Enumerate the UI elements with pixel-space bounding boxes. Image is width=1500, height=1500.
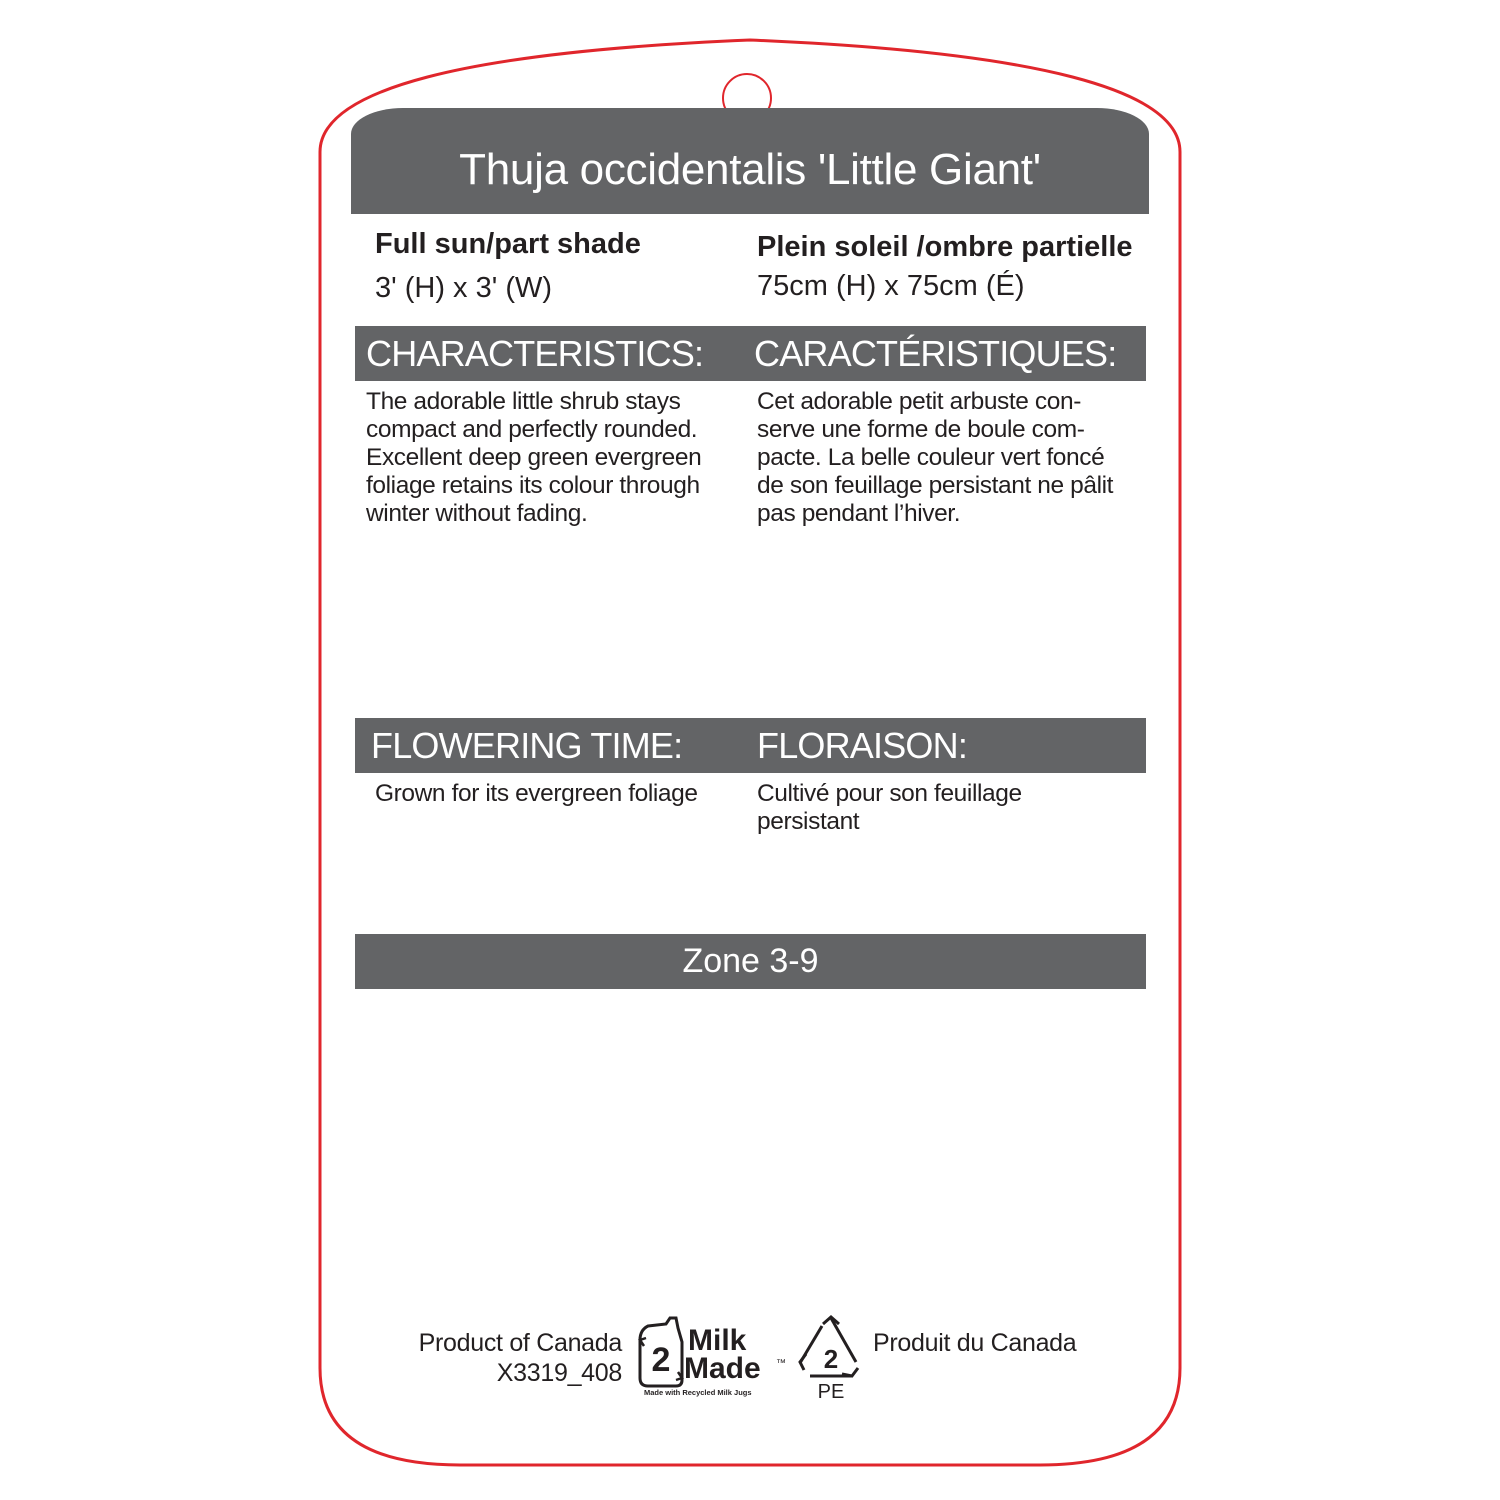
milk-logo-number: 2 bbox=[651, 1341, 671, 1379]
text-line: Cultivé pour son feuillage bbox=[757, 780, 1022, 807]
recycle-symbol bbox=[796, 1314, 866, 1404]
exposure-fr: Plein soleil /ombre partielle bbox=[757, 231, 1133, 263]
text-line: Cet adorable petit arbuste con- bbox=[757, 388, 1081, 415]
characteristics-heading-en: CHARACTERISTICS: bbox=[366, 333, 704, 374]
text-line: pacte. La belle couleur vert foncé bbox=[757, 444, 1105, 471]
flowering-heading-fr: FLORAISON: bbox=[757, 725, 968, 766]
recycle-label: PE bbox=[817, 1381, 845, 1403]
text-line: winter without fading. bbox=[366, 500, 588, 527]
text-line: serve une forme de boule com- bbox=[757, 416, 1085, 443]
text-line: pas pendant l’hiver. bbox=[757, 500, 961, 527]
characteristics-text-en bbox=[366, 388, 701, 528]
dimensions-fr: 75cm (H) x 75cm (É) bbox=[757, 270, 1025, 302]
flowering-text-fr bbox=[757, 780, 1022, 836]
flowering-text-en bbox=[375, 780, 698, 808]
flowering-heading-en: FLOWERING TIME: bbox=[371, 725, 683, 766]
recycle-number: 2 bbox=[823, 1344, 839, 1374]
text-line: persistant bbox=[757, 808, 860, 835]
milk-made-logo bbox=[636, 1316, 788, 1398]
dimensions-en: 3' (H) x 3' (W) bbox=[375, 272, 553, 304]
footer-origin-en bbox=[360, 1328, 622, 1388]
plant-title: Thuja occidentalis 'Little Giant' bbox=[459, 145, 1041, 194]
text-line: Grown for its evergreen foliage bbox=[375, 780, 698, 807]
origin-en-text: Product of Canada bbox=[418, 1329, 622, 1357]
milk-logo-line2: Made bbox=[684, 1352, 761, 1385]
milk-logo-line1: Milk bbox=[688, 1324, 747, 1357]
text-line: compact and perfectly rounded. bbox=[366, 416, 698, 443]
hardiness-zone: Zone 3-9 bbox=[682, 942, 819, 980]
product-code: X3319_408 bbox=[496, 1359, 622, 1387]
characteristics-heading-fr: CARACTÉRISTIQUES: bbox=[754, 333, 1117, 374]
characteristics-text-fr bbox=[757, 388, 1113, 528]
exposure-en: Full sun/part shade bbox=[375, 228, 641, 260]
milk-logo-tagline: Made with Recycled Milk Jugs bbox=[644, 1388, 752, 1397]
text-line: The adorable little shrub stays bbox=[366, 388, 681, 415]
footer-origin-fr: Produit du Canada bbox=[873, 1329, 1077, 1357]
text-line: foliage retains its colour through bbox=[366, 472, 700, 499]
milk-logo-tm: ™ bbox=[776, 1358, 786, 1369]
text-line: de son feuillage persistant ne pâlit bbox=[757, 472, 1114, 499]
text-line: Excellent deep green evergreen bbox=[366, 444, 702, 471]
